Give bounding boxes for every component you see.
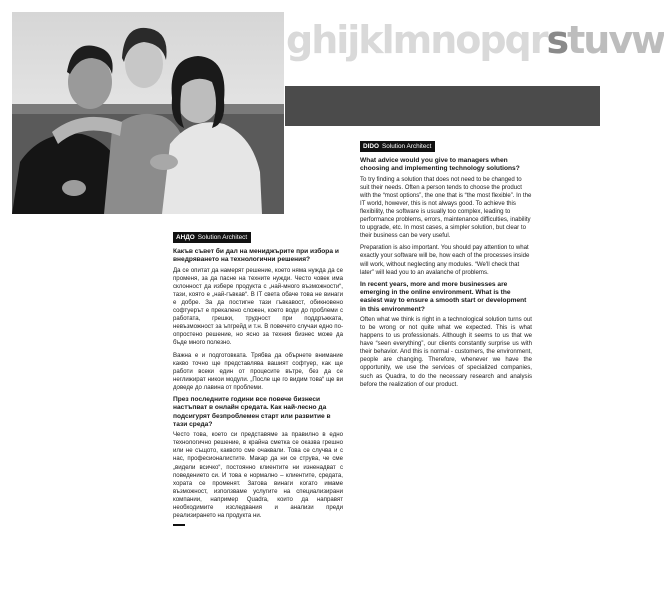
- author-name: АНДО: [173, 232, 198, 243]
- deco-letters-dark: s: [546, 18, 568, 62]
- family-photo: [12, 12, 284, 214]
- deco-letters-mid: tuvw: [567, 18, 664, 62]
- author-badge: [360, 141, 532, 152]
- author-role: Solution Architect: [382, 141, 435, 152]
- author-name: DIDO: [360, 141, 382, 152]
- answer-2: Often what we think is right in a technological solution turns out to be wrong or not quite what we expected. This is what happens to us professionals. Although it seems to us that we have “seen everything”, our clients constantly surprise us with their behavior. And this is normal - customers, the environment, people are changing. Therefore, whenever we have the opportunity, we use the services of specialized companies, such as Quadra, to do the necessary research and analysis before the realization of our product.: [360, 315, 532, 388]
- answer-1-part-2: Важна е и подготовката. Трябва да обърнете внимание какво точно ще представлява вашият софтуер, как ще работи всеки един от процесите вътре, без да се неглижират никои модули. „После ще го видим това“ ще ви доведе до лавина от проблеми.: [173, 351, 343, 391]
- question-1: Какъв съвет би дал на мениджърите при избора и внедряването на технологични решения?: [173, 248, 339, 264]
- question-2: През последните години все повече бизнеси настъпват в онлайн средата. Как най-лесно да подсигурят безпроблемен старт или развитие в тази среда?: [173, 396, 331, 428]
- question-2: In recent years, more and more businesses are emerging in the online environment. What is the easiest way to ensure a smooth start or development in this environment?: [360, 280, 527, 313]
- grey-band: [285, 86, 600, 126]
- author-role: Solution Architect: [198, 232, 251, 243]
- question-1: What advice would you give to managers when choosing and implementing technology solutions?: [360, 157, 520, 173]
- decorative-alphabet: [286, 14, 664, 66]
- deco-letters-light: ghijklmnopqr: [286, 18, 547, 62]
- answer-1-part-2: Preparation is also important. You should pay attention to what exactly your software will be, how each of the processes inside will work, without neglecting any modules. “We'll check that later” will lead you to an avalanche of problems.: [360, 244, 530, 276]
- answer-1-part-1: To try finding a solution that does not need to be changed to suit their needs. Often a person tends to choose the product with the “most options”, the one that is “the most flexible”. In the IT world, however, this is not always good. To achieve this flexibility, the software is usually too complex, leading to performance problems, errors, maintenance difficulties, inability to upgrade, etc. In most cases, a simpler solution, but clear to their business can be very useful.: [360, 175, 532, 240]
- answer-2: Често това, което си представяме за правилно в едно технологично решение, в крайна сметка се оказва грешно или не същото, каквото сме очаквали. Това се случва и с нас, професионалистите. Макар да ни се струва, че сме „видели всичко“, постоянно клиентите ни изненадват с поведението си. И това е нормално – клиентите, средата, хората се променят. Затова винаги когато имаме възможност, използваме услугите на специализирани компании, например Quadra, които да направят необходимите изследвания и анализи преди реализирането на продукта ни.: [173, 431, 343, 520]
- right-column: [360, 141, 532, 393]
- author-badge: [173, 232, 343, 243]
- left-column: [173, 232, 343, 526]
- end-rule: [173, 524, 185, 526]
- answer-1-part-1: Да се опитат да намерят решение, което няма нужда да се променя, за да пасне на техните нужди. Често човек има склонност да избере продукта с „най-много възможности“, тази, която е „най-гъвкав“. В IT света обаче това не винаги е добре. За да постигне тази гъвкавост, обикновено софтуерът е прекалено сложен, което води до проблеми с работата, грешки, трудност при поддръжката, невъзможност за ъпгрейд и т.н. В повечето случаи едно по-опростено решение, но ясно за техния бизнес може да бъде много полезно.: [173, 266, 343, 347]
